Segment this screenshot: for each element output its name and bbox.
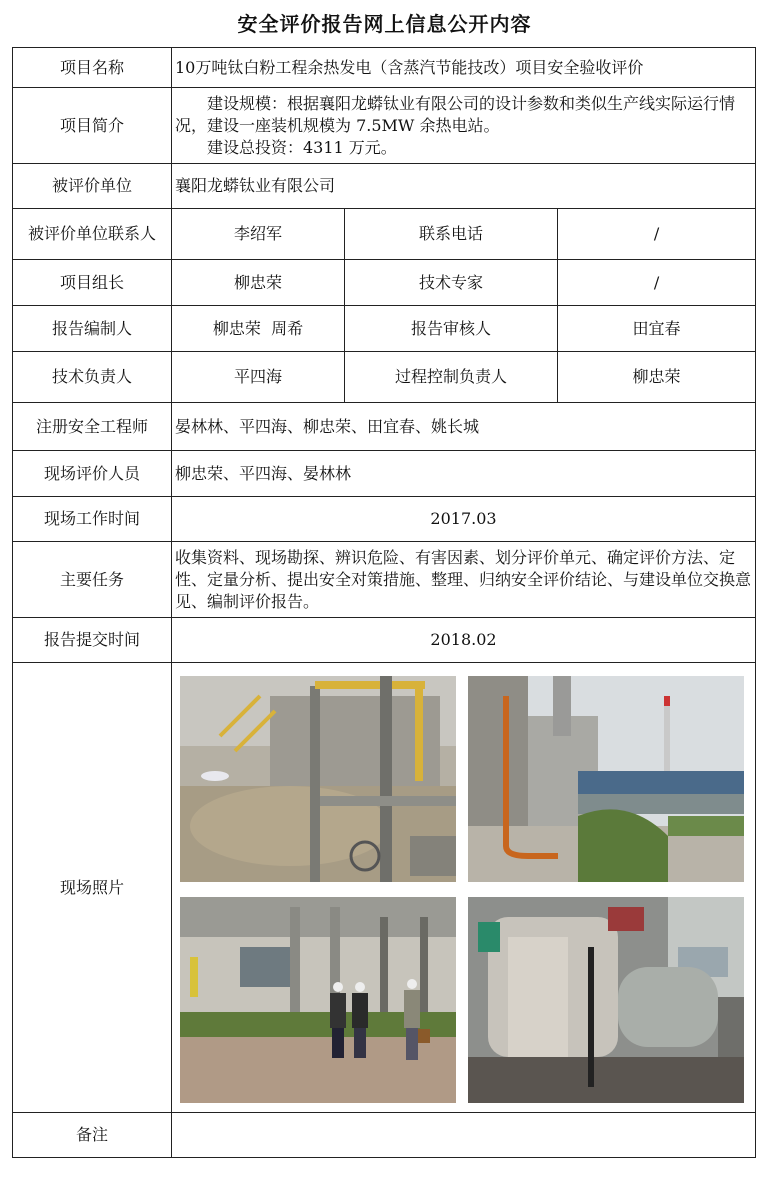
value-project-intro: [172, 88, 756, 164]
label-reviewer: 报告审核人: [345, 306, 558, 352]
photos-cell: [172, 663, 756, 1113]
row-project-name: [13, 48, 756, 88]
label-tasks: 主要任务: [13, 542, 172, 618]
value-leader: 柳忠荣: [172, 260, 345, 306]
label-remarks: 备注: [13, 1113, 172, 1158]
label-evaluated-unit: 被评价单位: [13, 164, 172, 209]
row-engineers: [13, 403, 756, 451]
value-submit-time: 2018.02: [172, 618, 756, 663]
value-process: 柳忠荣: [558, 352, 756, 403]
value-contact: 李绍军: [172, 209, 345, 260]
value-author: 柳忠荣 周希: [172, 306, 345, 352]
site-photo-2: [468, 676, 744, 882]
intro-investment: 建设总投资：4311 万元。: [207, 137, 397, 157]
label-tech: 技术负责人: [13, 352, 172, 403]
site-photo-1: [180, 676, 456, 882]
label-photos: 现场照片: [13, 663, 172, 1113]
row-author: [13, 306, 756, 352]
label-process: 过程控制负责人: [345, 352, 558, 403]
label-phone: 联系电话: [345, 209, 558, 260]
row-evaluated-unit: [13, 164, 756, 209]
row-leader: [13, 260, 756, 306]
value-remarks: [172, 1113, 756, 1158]
value-engineers: 晏林林、平四海、柳忠荣、田宜春、姚长城: [172, 403, 756, 451]
label-leader: 项目组长: [13, 260, 172, 306]
row-photos: [13, 663, 756, 1113]
label-engineers: 注册安全工程师: [13, 403, 172, 451]
label-contact: 被评价单位联系人: [13, 209, 172, 260]
intro-scale: 建设规模：根据襄阳龙蟒钛业有限公司的设计参数和类似生产线实际运行情况，建设一座装机规模为 7.5MW 余热电站。: [175, 93, 736, 135]
label-expert: 技术专家: [345, 260, 558, 306]
row-contact: [13, 209, 756, 260]
value-tasks: 收集资料、现场勘探、辨识危险、有害因素、划分评价单元、确定评价方法、定性、定量分析、提出安全对策措施、整理、归纳安全评价结论、与建设单位交换意见、编制评价报告。: [172, 542, 756, 618]
info-table: [12, 47, 756, 1158]
site-photo-4: [468, 897, 744, 1103]
row-tech: [13, 352, 756, 403]
value-tech: 平四海: [172, 352, 345, 403]
label-project-intro: 项目简介: [13, 88, 172, 164]
label-work-time: 现场工作时间: [13, 497, 172, 542]
label-author: 报告编制人: [13, 306, 172, 352]
row-submit-time: [13, 618, 756, 663]
page-title: 安全评价报告网上信息公开内容: [237, 12, 532, 36]
value-evaluated-unit: 襄阳龙蟒钛业有限公司: [172, 164, 756, 209]
label-project-name: 项目名称: [13, 48, 172, 88]
row-work-time: [13, 497, 756, 542]
value-work-time: 2017.03: [172, 497, 756, 542]
value-phone: /: [558, 209, 756, 260]
label-evaluators: 现场评价人员: [13, 451, 172, 497]
row-project-intro: [13, 88, 756, 164]
value-reviewer: 田宜春: [558, 306, 756, 352]
label-submit-time: 报告提交时间: [13, 618, 172, 663]
value-expert: /: [558, 260, 756, 306]
row-remarks: [13, 1113, 756, 1158]
photo-grid: [172, 665, 755, 1111]
site-photo-3: [180, 897, 456, 1103]
value-project-name: 10万吨钛白粉工程余热发电（含蒸汽节能技改）项目安全验收评价: [172, 48, 756, 88]
row-tasks: [13, 542, 756, 618]
value-evaluators: 柳忠荣、平四海、晏林林: [172, 451, 756, 497]
row-evaluators: [13, 451, 756, 497]
